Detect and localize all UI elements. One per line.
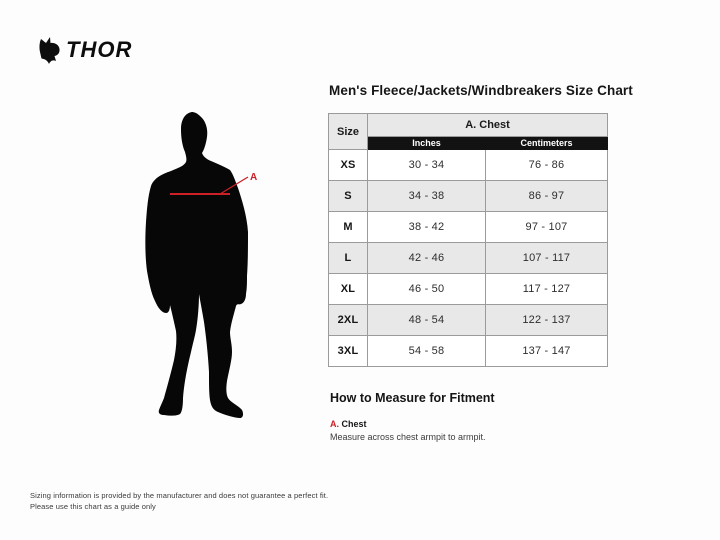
size-cell: L xyxy=(329,243,368,274)
inches-cell: 54 - 58 xyxy=(368,336,486,367)
centimeters-cell: 86 - 97 xyxy=(486,181,608,212)
centimeters-unit-header: Centimeters xyxy=(486,137,608,150)
table-row xyxy=(329,212,608,243)
table-row xyxy=(329,150,608,181)
brand-logo-text: THOR xyxy=(66,37,133,62)
measurement-figure xyxy=(140,110,266,428)
disclaimer-line-2: Please use this chart as a guide only xyxy=(30,501,156,511)
brand-logo xyxy=(38,36,132,64)
table-row xyxy=(329,243,608,274)
table-row xyxy=(329,305,608,336)
measure-heading: How to Measure for Fitment xyxy=(330,391,495,405)
table-row xyxy=(329,181,608,212)
inches-cell: 30 - 34 xyxy=(368,150,486,181)
size-cell: S xyxy=(329,181,368,212)
centimeters-cell: 117 - 127 xyxy=(486,274,608,305)
chest-group-header: A. Chest xyxy=(368,114,608,137)
size-cell: XL xyxy=(329,274,368,305)
disclaimer xyxy=(30,491,328,512)
inches-cell: 42 - 46 xyxy=(368,243,486,274)
inches-cell: 34 - 38 xyxy=(368,181,486,212)
centimeters-cell: 122 - 137 xyxy=(486,305,608,336)
inches-unit-header: Inches xyxy=(368,137,486,150)
inches-cell: 48 - 54 xyxy=(368,305,486,336)
table-row xyxy=(329,274,608,305)
body-silhouette xyxy=(145,112,248,418)
measure-description: Measure across chest armpit to armpit. xyxy=(330,432,486,442)
inches-cell: 46 - 50 xyxy=(368,274,486,305)
centimeters-cell: 107 - 117 xyxy=(486,243,608,274)
thor-helmet-icon xyxy=(38,36,62,64)
table-row xyxy=(329,336,608,367)
measure-section xyxy=(330,391,610,442)
size-cell: M xyxy=(329,212,368,243)
centimeters-cell: 97 - 107 xyxy=(486,212,608,243)
centimeters-cell: 76 - 86 xyxy=(486,150,608,181)
measure-label-name: Chest xyxy=(341,419,367,429)
size-cell: XS xyxy=(329,150,368,181)
chest-annotation-letter: A xyxy=(250,172,258,183)
measure-label xyxy=(330,419,610,429)
inches-cell: 38 - 42 xyxy=(368,212,486,243)
size-column-header: Size xyxy=(329,114,368,150)
disclaimer-line-1: Sizing information is provided by the manufacturer and does not guarantee a perfect fit. xyxy=(30,491,329,500)
size-cell: 2XL xyxy=(329,305,368,336)
human-silhouette-graphic xyxy=(140,110,266,428)
size-chart-table xyxy=(328,113,608,367)
size-cell: 3XL xyxy=(329,336,368,367)
measure-label-letter: A. xyxy=(330,419,339,429)
centimeters-cell: 137 - 147 xyxy=(486,336,608,367)
chart-title: Men's Fleece/Jackets/Windbreakers Size Chart xyxy=(329,83,633,98)
